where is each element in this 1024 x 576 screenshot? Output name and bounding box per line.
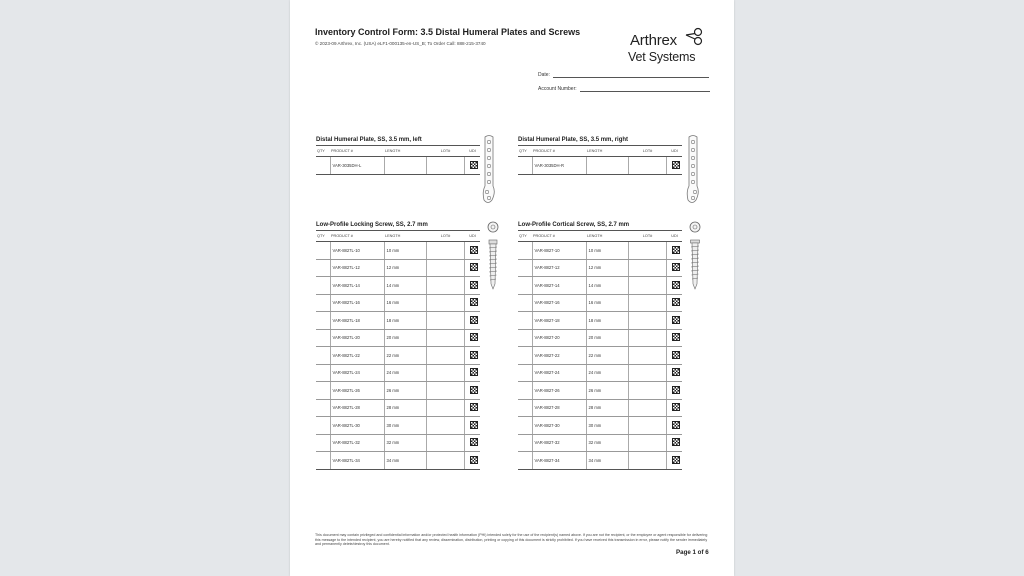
udi-cell xyxy=(464,242,480,260)
col-lot: LOT# xyxy=(628,231,666,242)
logo-line2: Vet Systems xyxy=(628,50,696,64)
lot-cell[interactable] xyxy=(426,452,464,470)
section-plate-right xyxy=(518,136,682,175)
lot-cell[interactable] xyxy=(628,312,666,330)
product-cell: VAR-8827L-24 xyxy=(330,364,384,382)
qty-cell[interactable] xyxy=(316,382,330,400)
udi-cell xyxy=(464,417,480,435)
length-cell xyxy=(384,157,426,175)
udi-cell xyxy=(464,259,480,277)
udi-cell xyxy=(666,277,682,295)
lot-cell[interactable] xyxy=(628,452,666,470)
length-cell: 22 mm xyxy=(586,347,628,365)
lot-cell[interactable] xyxy=(628,434,666,452)
inventory-table xyxy=(316,145,480,175)
length-cell: 32 mm xyxy=(586,434,628,452)
udi-barcode-icon xyxy=(672,456,680,464)
lot-cell[interactable] xyxy=(426,417,464,435)
length-cell: 30 mm xyxy=(384,417,426,435)
page-number: Page 1 of 6 xyxy=(676,549,709,556)
udi-cell xyxy=(464,364,480,382)
qty-cell[interactable] xyxy=(518,242,532,260)
logo-line1: Arthrex xyxy=(630,32,677,49)
disclaimer-text: This document may contain privileged and confidential information and/or protected health information (PHI) intended solely for the use of the recipient(s) named above. If you are not the recipient, or the employee or agent responsible for delivering this message to the intended recipient, you are hereby notified that any review, dissemination, distribution, printing or copying of this document is strictly prohibited. If you have received this transmission in error, please notify the sender immediately and permanently delete/destroy this document. xyxy=(315,533,708,547)
udi-cell xyxy=(464,157,480,175)
arthrex-logo xyxy=(626,24,716,68)
udi-cell xyxy=(464,452,480,470)
document-page xyxy=(290,0,734,576)
lot-cell[interactable] xyxy=(628,259,666,277)
product-cell: VAR-8827L-10 xyxy=(330,242,384,260)
lot-cell[interactable] xyxy=(426,242,464,260)
qty-cell[interactable] xyxy=(316,157,330,175)
lot-cell[interactable] xyxy=(426,399,464,417)
section-title: Distal Humeral Plate, SS, 3.5 mm, right xyxy=(518,137,629,143)
table-header xyxy=(316,146,480,157)
length-cell: 18 mm xyxy=(384,312,426,330)
screw-image-locking xyxy=(486,220,500,292)
length-cell: 30 mm xyxy=(586,417,628,435)
udi-barcode-icon xyxy=(470,368,478,376)
product-cell: VAR-8827L-20 xyxy=(330,329,384,347)
product-cell: VAR-8827-32 xyxy=(532,434,586,452)
length-cell: 10 mm xyxy=(586,242,628,260)
product-cell: VAR-8827L-12 xyxy=(330,259,384,277)
length-cell: 22 mm xyxy=(384,347,426,365)
lot-cell[interactable] xyxy=(628,242,666,260)
udi-barcode-icon xyxy=(672,246,680,254)
col-length: LENGTH xyxy=(384,231,426,242)
udi-cell xyxy=(666,364,682,382)
table-row xyxy=(316,312,480,330)
col-length: LENGTH xyxy=(384,146,426,157)
col-qty: QTY xyxy=(316,231,330,242)
udi-barcode-icon xyxy=(672,333,680,341)
scissors-logo-icon xyxy=(684,24,706,46)
udi-barcode-icon xyxy=(470,456,478,464)
udi-cell xyxy=(464,434,480,452)
col-product: PRODUCT # xyxy=(532,146,586,157)
product-cell: VAR-8827L-28 xyxy=(330,399,384,417)
product-cell: VAR-3035DH-R xyxy=(532,157,586,175)
product-cell: VAR-8827-28 xyxy=(532,399,586,417)
inventory-table xyxy=(518,230,682,470)
udi-barcode-icon xyxy=(470,403,478,411)
inventory-table xyxy=(316,230,480,470)
qty-cell[interactable] xyxy=(518,364,532,382)
qty-cell[interactable] xyxy=(518,452,532,470)
qty-cell[interactable] xyxy=(518,399,532,417)
udi-cell xyxy=(666,452,682,470)
length-cell: 16 mm xyxy=(586,294,628,312)
udi-cell xyxy=(666,417,682,435)
col-qty: QTY xyxy=(316,146,330,157)
qty-cell[interactable] xyxy=(518,329,532,347)
udi-barcode-icon xyxy=(470,351,478,359)
lot-cell[interactable] xyxy=(628,364,666,382)
table-row xyxy=(316,157,480,175)
qty-cell[interactable] xyxy=(316,242,330,260)
udi-barcode-icon xyxy=(672,298,680,306)
col-lot: LOT# xyxy=(426,146,464,157)
qty-cell[interactable] xyxy=(316,434,330,452)
qty-cell[interactable] xyxy=(518,259,532,277)
udi-barcode-icon xyxy=(672,368,680,376)
table-row xyxy=(518,434,682,452)
lot-cell[interactable] xyxy=(426,347,464,365)
screw-image-cortical xyxy=(688,220,702,292)
length-cell: 24 mm xyxy=(586,364,628,382)
qty-cell[interactable] xyxy=(518,417,532,435)
qty-cell[interactable] xyxy=(316,417,330,435)
udi-cell xyxy=(666,399,682,417)
account-label: Account Number: xyxy=(538,86,577,92)
col-qty: QTY xyxy=(518,146,532,157)
qty-cell[interactable] xyxy=(316,452,330,470)
udi-cell xyxy=(464,399,480,417)
length-cell: 16 mm xyxy=(384,294,426,312)
section-title: Distal Humeral Plate, SS, 3.5 mm, left xyxy=(316,137,422,143)
table-row xyxy=(316,452,480,470)
lot-cell[interactable] xyxy=(426,157,464,175)
udi-cell xyxy=(666,294,682,312)
table-row xyxy=(518,452,682,470)
qty-cell[interactable] xyxy=(518,277,532,295)
length-cell: 10 mm xyxy=(384,242,426,260)
udi-cell xyxy=(464,312,480,330)
product-cell: VAR-8827L-18 xyxy=(330,312,384,330)
lot-cell[interactable] xyxy=(426,312,464,330)
length-cell: 12 mm xyxy=(586,259,628,277)
length-cell: 32 mm xyxy=(384,434,426,452)
table-row xyxy=(518,294,682,312)
udi-barcode-icon xyxy=(672,386,680,394)
length-cell: 34 mm xyxy=(384,452,426,470)
product-cell: VAR-8827-16 xyxy=(532,294,586,312)
plate-image-right xyxy=(684,134,702,206)
qty-cell[interactable] xyxy=(518,434,532,452)
table-row xyxy=(518,329,682,347)
product-cell: VAR-8827-30 xyxy=(532,417,586,435)
product-cell: VAR-8827-10 xyxy=(532,242,586,260)
qty-cell[interactable] xyxy=(316,329,330,347)
table-header xyxy=(518,231,682,242)
length-cell: 26 mm xyxy=(384,382,426,400)
date-label: Date: xyxy=(538,72,550,78)
qty-cell[interactable] xyxy=(316,259,330,277)
product-cell: VAR-8827-24 xyxy=(532,364,586,382)
section-plate-left xyxy=(316,136,480,175)
table-row xyxy=(316,294,480,312)
udi-barcode-icon xyxy=(672,161,680,169)
table-row xyxy=(316,364,480,382)
table-row xyxy=(518,312,682,330)
udi-barcode-icon xyxy=(470,281,478,289)
qty-cell[interactable] xyxy=(518,312,532,330)
udi-barcode-icon xyxy=(470,386,478,394)
udi-cell xyxy=(464,294,480,312)
table-row xyxy=(518,157,682,175)
product-cell: VAR-8827-26 xyxy=(532,382,586,400)
udi-cell xyxy=(464,347,480,365)
udi-barcode-icon xyxy=(672,438,680,446)
length-cell: 26 mm xyxy=(586,382,628,400)
product-cell: VAR-8827L-34 xyxy=(330,452,384,470)
col-udi: UDI xyxy=(464,146,480,157)
lot-cell[interactable] xyxy=(628,417,666,435)
udi-barcode-icon xyxy=(470,161,478,169)
table-row xyxy=(518,417,682,435)
lot-cell[interactable] xyxy=(426,364,464,382)
product-cell: VAR-3035DH-L xyxy=(330,157,384,175)
udi-cell xyxy=(464,382,480,400)
account-field[interactable] xyxy=(538,86,710,92)
lot-cell[interactable] xyxy=(628,157,666,175)
table-row xyxy=(316,434,480,452)
plate-image-left xyxy=(480,134,498,206)
udi-barcode-icon xyxy=(470,421,478,429)
table-row xyxy=(316,277,480,295)
product-cell: VAR-8827L-14 xyxy=(330,277,384,295)
table-row xyxy=(518,259,682,277)
udi-cell xyxy=(666,242,682,260)
udi-barcode-icon xyxy=(672,263,680,271)
length-cell: 34 mm xyxy=(586,452,628,470)
table-row xyxy=(518,277,682,295)
lot-cell[interactable] xyxy=(628,382,666,400)
length-cell: 20 mm xyxy=(384,329,426,347)
length-cell: 24 mm xyxy=(384,364,426,382)
col-product: PRODUCT # xyxy=(330,146,384,157)
qty-cell[interactable] xyxy=(518,382,532,400)
qty-cell[interactable] xyxy=(518,157,532,175)
udi-barcode-icon xyxy=(470,298,478,306)
product-cell: VAR-8827-34 xyxy=(532,452,586,470)
product-cell: VAR-8827-20 xyxy=(532,329,586,347)
qty-cell[interactable] xyxy=(316,294,330,312)
lot-cell[interactable] xyxy=(628,347,666,365)
length-cell xyxy=(586,157,628,175)
lot-cell[interactable] xyxy=(426,434,464,452)
udi-cell xyxy=(666,259,682,277)
lot-cell[interactable] xyxy=(628,277,666,295)
lot-cell[interactable] xyxy=(426,294,464,312)
length-cell: 28 mm xyxy=(586,399,628,417)
lot-cell[interactable] xyxy=(426,277,464,295)
table-header xyxy=(316,231,480,242)
udi-cell xyxy=(666,157,682,175)
section-title: Low-Profile Cortical Screw, SS, 2.7 mm xyxy=(518,222,630,228)
product-cell: VAR-8827-14 xyxy=(532,277,586,295)
table-row xyxy=(316,242,480,260)
col-length: LENGTH xyxy=(586,231,628,242)
length-cell: 12 mm xyxy=(384,259,426,277)
qty-cell[interactable] xyxy=(316,312,330,330)
length-cell: 18 mm xyxy=(586,312,628,330)
table-row xyxy=(316,399,480,417)
udi-barcode-icon xyxy=(470,246,478,254)
section-cortical-screw xyxy=(518,221,682,470)
col-udi: UDI xyxy=(666,231,682,242)
product-cell: VAR-8827-22 xyxy=(532,347,586,365)
table-row xyxy=(316,329,480,347)
table-header xyxy=(518,146,682,157)
udi-barcode-icon xyxy=(672,421,680,429)
qty-cell[interactable] xyxy=(316,347,330,365)
udi-cell xyxy=(464,329,480,347)
udi-barcode-icon xyxy=(672,316,680,324)
table-row xyxy=(518,364,682,382)
length-cell: 28 mm xyxy=(384,399,426,417)
product-cell: VAR-8827L-30 xyxy=(330,417,384,435)
inventory-table xyxy=(518,145,682,175)
lot-cell[interactable] xyxy=(426,259,464,277)
qty-cell[interactable] xyxy=(518,294,532,312)
qty-cell[interactable] xyxy=(316,399,330,417)
col-lot: LOT# xyxy=(426,231,464,242)
udi-barcode-icon xyxy=(470,438,478,446)
udi-barcode-icon xyxy=(470,263,478,271)
lot-cell[interactable] xyxy=(426,329,464,347)
product-cell: VAR-8827-18 xyxy=(532,312,586,330)
account-line[interactable] xyxy=(580,86,710,92)
length-cell: 14 mm xyxy=(586,277,628,295)
udi-cell xyxy=(666,329,682,347)
table-row xyxy=(518,347,682,365)
length-cell: 14 mm xyxy=(384,277,426,295)
col-length: LENGTH xyxy=(586,146,628,157)
product-cell: VAR-8827L-16 xyxy=(330,294,384,312)
qty-cell[interactable] xyxy=(316,364,330,382)
table-row xyxy=(518,242,682,260)
lot-cell[interactable] xyxy=(628,399,666,417)
qty-cell[interactable] xyxy=(518,347,532,365)
udi-barcode-icon xyxy=(470,316,478,324)
copyright-line: © 2023-09 Arthrex, Inc. (USA) eLF1-000135-en-US_B; To Order Call: 888-215-3740 xyxy=(315,41,486,46)
table-row xyxy=(316,417,480,435)
udi-barcode-icon xyxy=(672,351,680,359)
col-udi: UDI xyxy=(464,231,480,242)
udi-barcode-icon xyxy=(672,281,680,289)
form-title: Inventory Control Form: 3.5 Distal Humeral Plates and Screws xyxy=(315,27,581,37)
product-cell: VAR-8827-12 xyxy=(532,259,586,277)
udi-barcode-icon xyxy=(470,333,478,341)
table-row xyxy=(518,399,682,417)
udi-cell xyxy=(666,434,682,452)
section-locking-screw xyxy=(316,221,480,470)
table-row xyxy=(316,347,480,365)
col-product: PRODUCT # xyxy=(532,231,586,242)
udi-cell xyxy=(666,347,682,365)
product-cell: VAR-8827L-26 xyxy=(330,382,384,400)
length-cell: 20 mm xyxy=(586,329,628,347)
col-lot: LOT# xyxy=(628,146,666,157)
udi-cell xyxy=(666,382,682,400)
qty-cell[interactable] xyxy=(316,277,330,295)
date-line[interactable] xyxy=(553,72,709,78)
col-qty: QTY xyxy=(518,231,532,242)
lot-cell[interactable] xyxy=(628,294,666,312)
lot-cell[interactable] xyxy=(426,382,464,400)
product-cell: VAR-8827L-32 xyxy=(330,434,384,452)
product-cell: VAR-8827L-22 xyxy=(330,347,384,365)
udi-cell xyxy=(666,312,682,330)
date-field[interactable] xyxy=(538,72,709,78)
col-udi: UDI xyxy=(666,146,682,157)
col-product: PRODUCT # xyxy=(330,231,384,242)
table-row xyxy=(316,259,480,277)
table-row xyxy=(518,382,682,400)
lot-cell[interactable] xyxy=(628,329,666,347)
table-row xyxy=(316,382,480,400)
section-title: Low-Profile Locking Screw, SS, 2.7 mm xyxy=(316,222,428,228)
udi-cell xyxy=(464,277,480,295)
udi-barcode-icon xyxy=(672,403,680,411)
